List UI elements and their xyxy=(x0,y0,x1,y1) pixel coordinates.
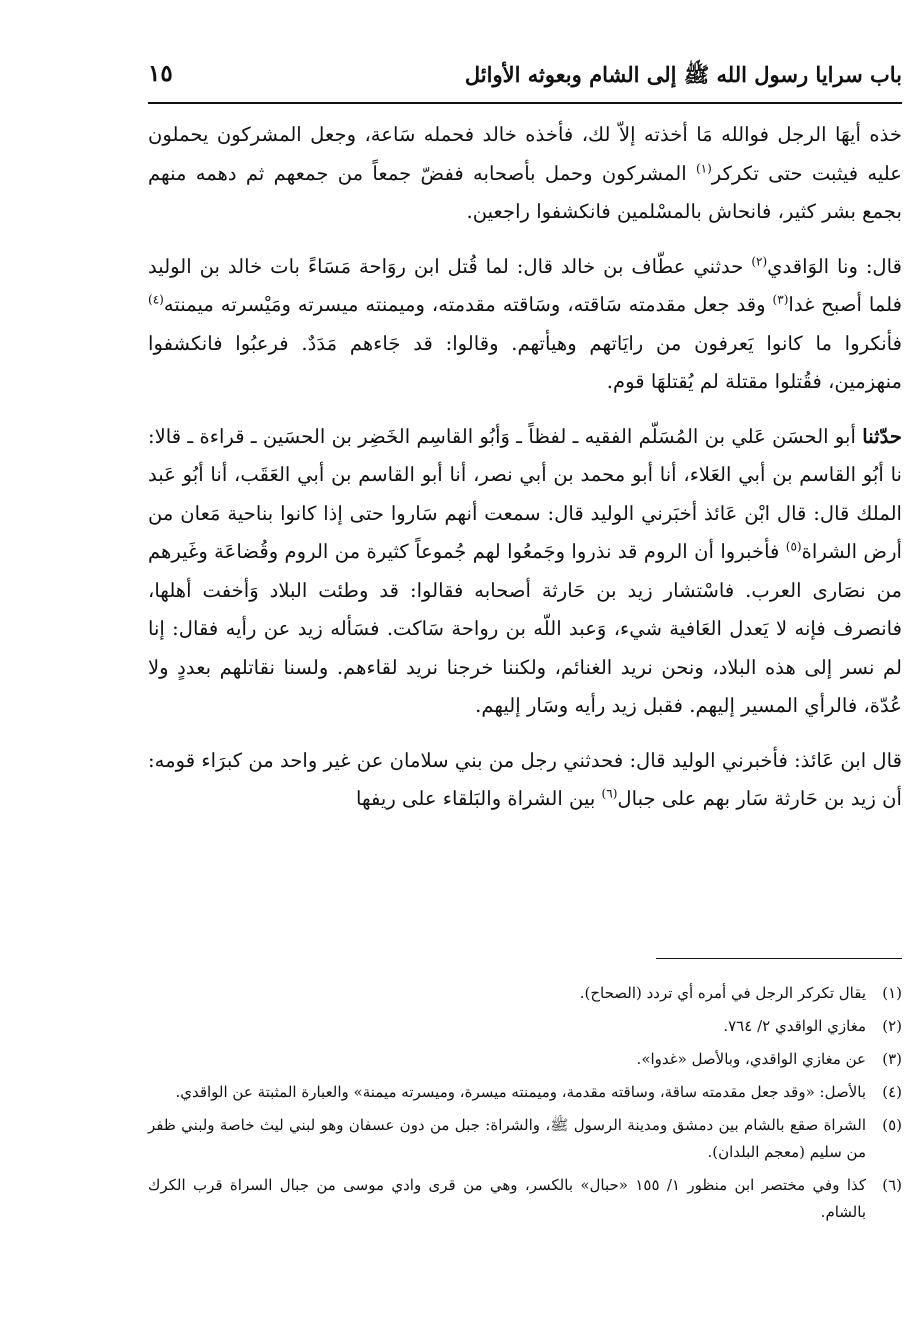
footnote-item xyxy=(148,1013,902,1040)
paragraph-text: بين الشراة والبَلقاء على ريفها xyxy=(356,787,602,810)
footnotes xyxy=(148,980,902,1232)
footnote-ref: (١) xyxy=(695,160,712,175)
paragraph-4 xyxy=(148,742,902,819)
paragraph-text: فأخبروا أن الروم قد نذروا وجَمعُوا لهم جُموعاً كثيرة من الروم وقُضاعَة وغَيرهم من نصَارى العرب. فاسْتشار زيد بن حَارثة أصحابه فقالوا: قد وطئت البلاد وَأخفت أهلها، فانصرف فإنه لا يَعدل العَافية شيء، وَعبد اللّه بن رواحة سَاكت. فسَأله زيد عن رأيه فقال: إنا لم نسر إلى هذه البلاد، ونحن نريد الغنائم، ولكننا خرجنا نريد لقاءهم. ولسنا نقاتلهم بعددٍ ولا عُدّة، فالرأي المسير إليهم. فقبل زيد رأيه وسَار إليهم. xyxy=(148,540,902,717)
footnote-item xyxy=(148,980,902,1007)
footnote-item xyxy=(148,1112,902,1166)
footnote-text: كذا وفي مختصر ابن منظور ١/ ١٥٥ «حبال» بالكسر، وهي من قرى وادي موسى من جبال السراة قرب الكرك بالشام. xyxy=(148,1176,866,1221)
footnote-divider xyxy=(656,958,902,959)
page-header xyxy=(148,58,902,98)
footnote-item xyxy=(148,1079,902,1106)
paragraph-text: قال: ونا الوَاقدي xyxy=(767,254,902,278)
paragraph-text: خذه أيهَا الرجل فوالله مَا أخذته إلاّ لك، فأخذه خالد فحمله سَاعة، وجعل المشركون xyxy=(216,123,903,146)
footnote-text: عن مغازي الواقدي، وبالأصل «غدوا». xyxy=(636,1050,866,1068)
running-title: باب سرايا رسول الله ﷺ إلى الشام وبعوثه الأوائل xyxy=(464,62,902,87)
footnote-ref: (٢) xyxy=(751,253,768,268)
page-number: ١٥ xyxy=(148,60,173,87)
paragraph-3 xyxy=(148,418,902,726)
paragraph-1 xyxy=(148,116,902,232)
footnote-text: بالأصل: «وقد جعل مقدمته ساقة، وساقته مقدمة، وميمنته ميسرة، وميسرته ميمنة» والعبارة المثبتة عن الواقدي. xyxy=(175,1083,866,1101)
paragraph-lead-word: حدّثنا xyxy=(862,424,902,448)
footnote-number: (١) xyxy=(882,984,902,1002)
paragraph-text: فأنكروا ما كانوا يَعرفون من رايَاتهم وهيأتهم. وقالوا: قد جَاءهم مَدَدٌ. فرعبُوا فانكشفوا منهزمين، فقُتلوا مقتلة لم يُقتلهَا قوم. xyxy=(148,331,902,393)
paragraph-text: أبو الحسَن عَلي بن المُسَلّم الفقيه ـ لفظاً ـ وَأبُو القاسِم الخَضِر بن الحسَين ـ قراءة ـ قالا: نا أبُو القاسم بن أبي العَلاء، أنا أبو محمد بن أبي نصر، أنا أبو القاسم بن أبي العَقَب، أنا أبُو عَبد الملك قال: قال ابْن عَائذ أخبَرني الوليد قال: سمعت أنهم سَاروا حتى إذا كانوا بناحية مَعان من أرض الشراة xyxy=(148,424,902,563)
footnote-number: (٦) xyxy=(882,1176,902,1194)
footnote-ref: (٥) xyxy=(785,539,802,554)
footnote-ref: (٦) xyxy=(601,786,618,801)
footnote-item xyxy=(148,1046,902,1073)
footnote-number: (٤) xyxy=(882,1083,902,1101)
paragraph-text: وقد جعل مقدمته سَاقته، وسَاقته مقدمته، وميمنته ميسرته ومَيْسرته ميمنته xyxy=(163,293,773,316)
paragraph-text: المشركون وحمل بأصحابه ففضّ جمعاً من جمعهم xyxy=(273,161,687,185)
paragraph-text: حدثني عطّاف بن خالد قال: لما قُتل ابن روَاحة مَسَاءً بات خالد بن الوليد فلما أصبح غدا xyxy=(148,254,902,316)
footnote-number: (٣) xyxy=(882,1050,902,1068)
main-text xyxy=(148,116,902,835)
header-divider xyxy=(148,102,902,104)
paragraph-text: يحملون عليه فيثبت حتى تكركر xyxy=(148,123,902,185)
footnote-ref: (٤) xyxy=(148,292,164,307)
paragraph-text: قال ابن عَائذ: فأخبرني الوليد قال: فحدثني رجل من بني سلامان عن غير واحد من كبرَاء قومه: أن زيد بن حَارثة سَار بهم على جبال xyxy=(148,748,902,810)
paragraph-text: ثم دهمه منهم بجمع بشر كثير، فانحاش بالمسْلمين فانكشفوا راجعين. xyxy=(148,161,902,223)
footnote-ref: (٣) xyxy=(772,292,789,307)
footnote-text: الشراة صقع بالشام بين دمشق ومدينة الرسول ﷺ، والشراة: جبل من دون عسفان وهو لبني ليث خاصة ولبني ظفر من سليم (معجم البلدان). xyxy=(148,1116,867,1161)
paragraph-2 xyxy=(148,248,902,402)
footnote-text: مغازي الواقدي ٢/ ٧٦٤. xyxy=(723,1017,866,1035)
footnote-item xyxy=(148,1172,902,1226)
footnote-number: (٢) xyxy=(882,1017,902,1035)
footnote-text: يقال تكركر الرجل في أمره أي تردد (الصحاح). xyxy=(579,984,866,1002)
footnote-number: (٥) xyxy=(882,1116,902,1134)
